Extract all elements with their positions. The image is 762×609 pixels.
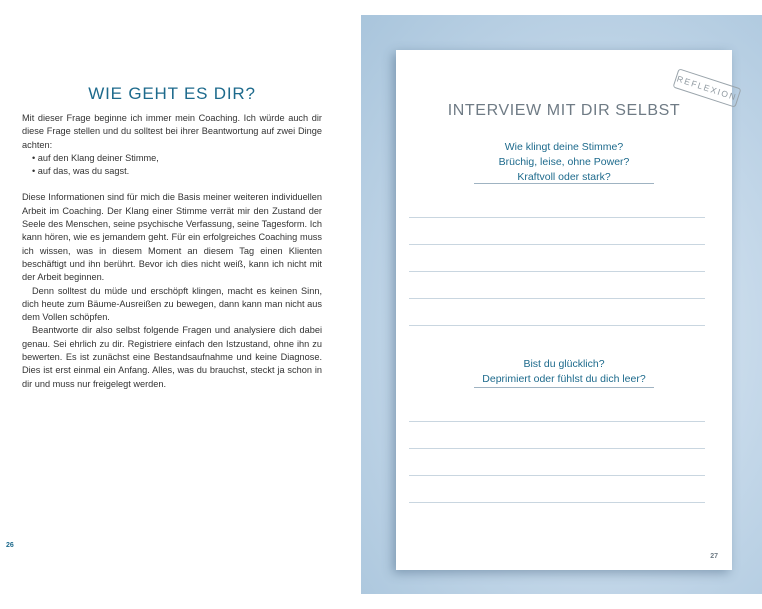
body-paragraph: Beantworte dir also selbst folgende Fragen und analysiere dich dabei genau. Sei ehrlich zu dir. Registriere einfach den Istzustand, ohne ihn zu bewerten. Es ist zunächst eine Bestandsaufnahme und keine Diagnose. Dies ist erst einmal ein Anfang. Alles, was du brauchst, steckt ja schon in dir und muss nur freigelegt werden. [22, 325, 322, 389]
intro-paragraph: Mit dieser Frage beginne ich immer mein Coaching. Ich würde auch dir diese Frage stellen und du solltest bei ihrer Beantwortung auf zwei Dinge achten: [22, 113, 322, 150]
question-underline [474, 387, 654, 388]
question-2 [396, 357, 732, 387]
question-1-line: Kraftvoll oder stark? [517, 171, 611, 183]
body-paragraph: Diese Informationen sind für mich die Basis meiner weiteren individuellen Arbeit im Coaching. Der Klang einer Stimme verrät mir den Zustand der Seele des Menschen, seine psychische Verfassung, seine Tagesform. Ich kann hören, wie es jemandem geht. Für ein erfolgreiches Coaching muss ich wissen, was in diesem Moment an diesem Tag einen Klienten beschäftigt und ihn berührt. Bevor ich dies nicht weiß, kann ich nicht mit der Arbeit beginnen. [22, 192, 322, 283]
answer-line[interactable] [409, 298, 705, 299]
answer-line[interactable] [409, 502, 705, 503]
left-page-body [22, 112, 322, 391]
page-number-right: 27 [710, 553, 718, 560]
question-underline [474, 183, 654, 184]
worksheet-card [396, 50, 739, 570]
question-2-line: Bist du glücklich? [523, 358, 605, 370]
right-page [361, 15, 762, 594]
answer-line[interactable] [409, 475, 705, 476]
question-1-line: Wie klingt deine Stimme? [504, 141, 624, 153]
answer-line[interactable] [409, 325, 705, 326]
bullet-item: • auf das, was du sagst. [32, 166, 130, 177]
left-page [0, 0, 356, 609]
answer-line[interactable] [409, 421, 705, 422]
reflexion-stamp: REFLEXION [673, 68, 742, 107]
question-1 [396, 140, 732, 185]
question-1-line: Brüchig, leise, ohne Power? [498, 156, 630, 168]
worksheet-title: INTERVIEW MIT DIR SELBST [447, 102, 681, 119]
bullet-item: • auf den Klang deiner Stimme, [32, 152, 159, 163]
answer-line[interactable] [409, 217, 705, 218]
body-paragraph: Denn solltest du müde und erschöpft klingen, macht es keinen Sinn, dich heute zum Bäume-Ausreißen zu bewegen, dann kann man nicht aus dem Vollen schöpfen. [22, 285, 322, 323]
left-page-title: WIE GEHT ES DIR? [88, 84, 256, 103]
answer-line[interactable] [409, 448, 705, 449]
answer-line[interactable] [409, 271, 705, 272]
page-number-left: 26 [6, 542, 14, 549]
question-2-line: Deprimiert oder fühlst du dich leer? [482, 373, 646, 385]
paragraph-gap [22, 178, 322, 191]
answer-line[interactable] [409, 244, 705, 245]
